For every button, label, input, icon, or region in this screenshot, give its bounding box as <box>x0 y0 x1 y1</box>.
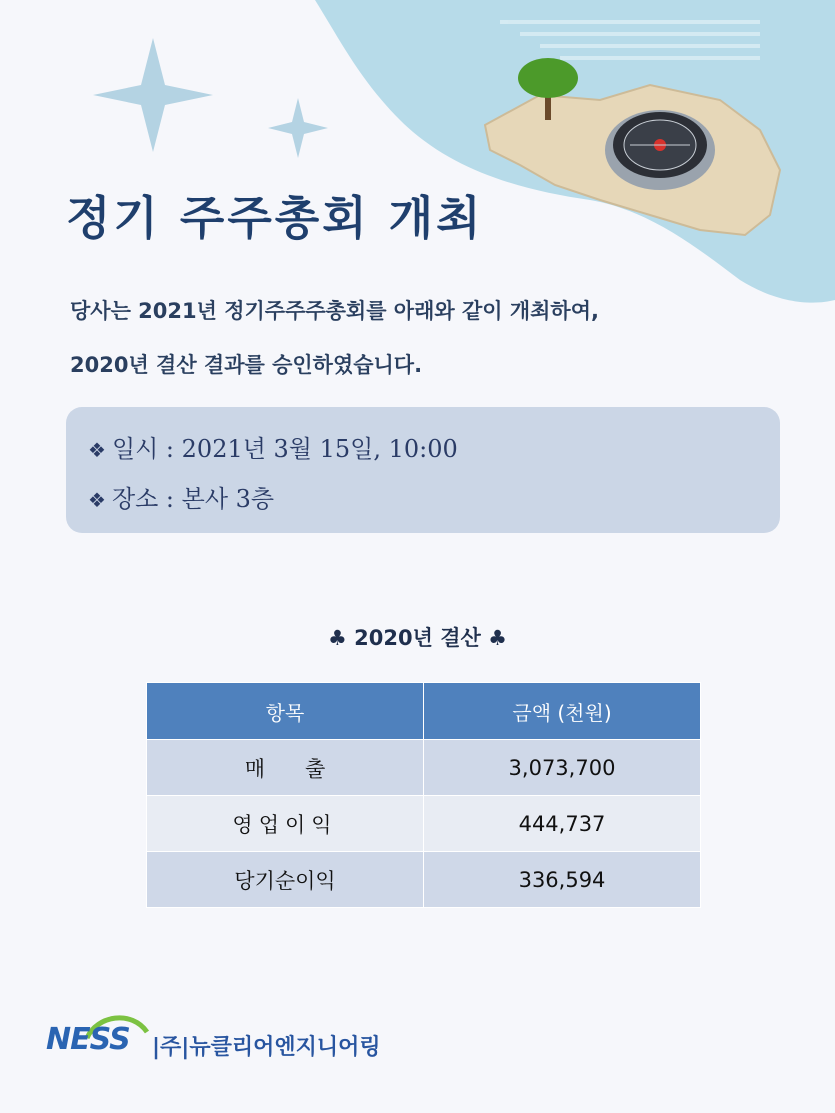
row-amount-net-income: 336,594 <box>424 852 701 908</box>
meeting-info-box <box>66 407 780 533</box>
table-row <box>147 796 701 852</box>
diamond-bullet-icon: ❖ <box>88 488 106 512</box>
compass-icon <box>605 110 715 190</box>
meeting-date-row <box>88 429 458 464</box>
meeting-place-row <box>88 479 274 514</box>
page-title: 정기 주주총회 개최 <box>66 191 484 245</box>
table-row <box>147 852 701 908</box>
company-name: |주|뉴클리어엔지니어링 <box>152 1035 381 1060</box>
intro-line-2: 2020년 결산 결과를 승인하였습니다. <box>70 353 423 377</box>
row-amount-sales: 3,073,700 <box>424 740 701 796</box>
company-logo-mark: NESS <box>46 1022 130 1057</box>
table-header-row <box>147 683 701 740</box>
intro-text <box>70 284 770 392</box>
settlement-table <box>146 682 701 908</box>
column-header-amount: 금액 (천원) <box>424 683 701 740</box>
row-item-operating-profit: 영업이익 <box>147 796 424 852</box>
column-header-item: 항목 <box>147 683 424 740</box>
row-amount-operating-profit: 444,737 <box>424 796 701 852</box>
star-small-icon <box>268 98 328 158</box>
settlement-title: ♣ 2020년 결산 ♣ <box>328 626 507 650</box>
row-item-net-income: 당기순이익 <box>147 852 424 908</box>
header-decoration <box>0 0 835 320</box>
intro-line-1: 당사는 2021년 정기주주주총회를 아래와 같이 개최하여, <box>70 299 599 323</box>
meeting-place-text: 장소 : 본사 3층 <box>111 485 275 513</box>
star-large-icon <box>93 38 213 152</box>
table-row <box>147 740 701 796</box>
row-item-sales: 매 출 <box>147 740 424 796</box>
diamond-bullet-icon: ❖ <box>88 438 106 462</box>
meeting-date-text: 일시 : 2021년 3월 15일, 10:00 <box>111 435 458 463</box>
